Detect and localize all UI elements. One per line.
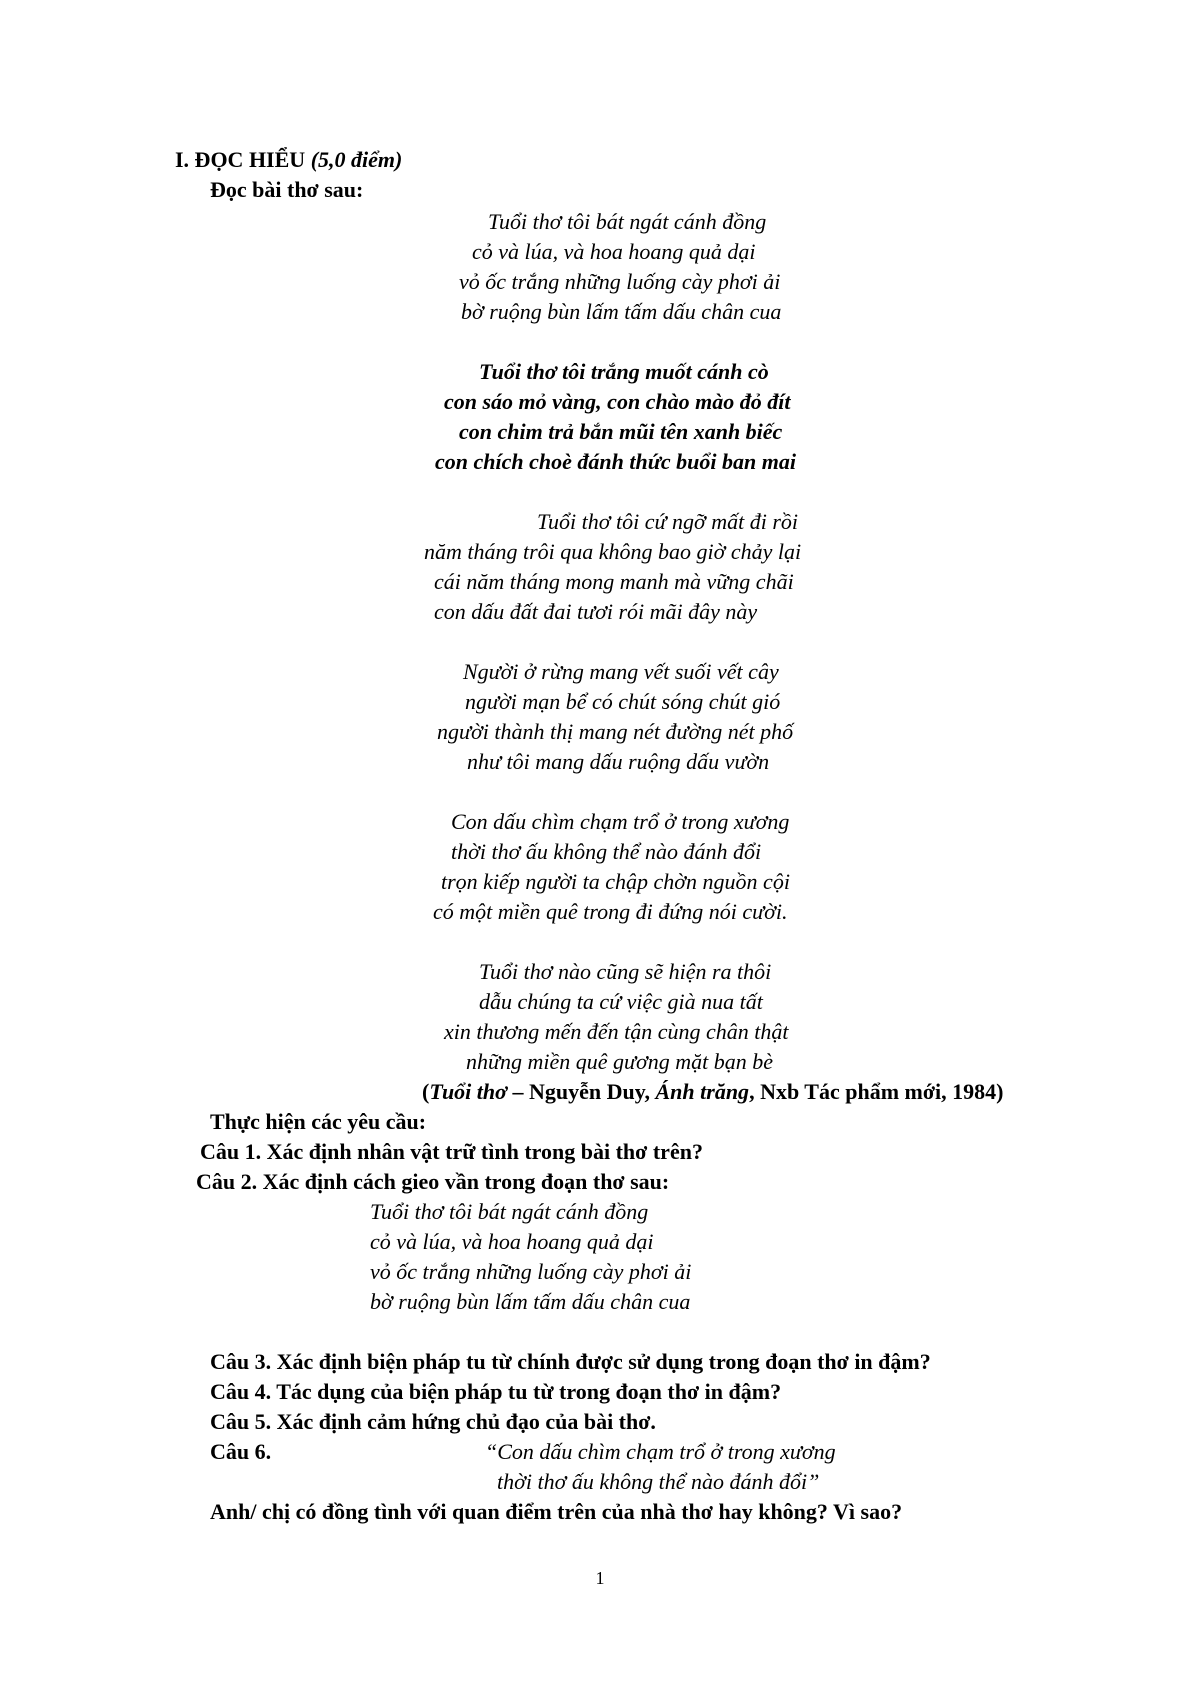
poem-line: Tuổi thơ tôi cứ ngỡ mất đi rồi xyxy=(537,509,799,534)
poem-line: người thành thị mang nét đường nét phố xyxy=(437,719,794,744)
poem-line: người mạn bể có chút sóng chút gió xyxy=(465,689,781,714)
citation-book: Ánh trăng xyxy=(655,1079,750,1104)
question-label: Câu 1. xyxy=(200,1139,262,1164)
poem-line: dẫu chúng ta cứ việc già nua tất xyxy=(479,989,763,1014)
question-6-quote: “Con dấu chìm chạm trổ ở trong xương xyxy=(485,1439,836,1464)
quote-line: cỏ và lúa, và hoa hoang quả dại xyxy=(370,1229,654,1254)
question-5: Câu 5. Xác định cảm hứng chủ đạo của bài thơ. xyxy=(210,1409,656,1434)
section-title: I. ĐỌC HIỂU xyxy=(175,147,306,172)
poem-line: Con dấu chìm chạm trổ ở trong xương xyxy=(451,809,790,834)
poem-line: trọn kiếp người ta chập chờn nguồn cội xyxy=(441,869,790,894)
poem-line: năm tháng trôi qua không bao giờ chảy lại xyxy=(424,539,802,564)
poem-line-bold: Tuổi thơ tôi trắng muốt cánh cò xyxy=(479,359,769,384)
question-label: Câu 3. xyxy=(210,1349,272,1374)
poem-line: thời thơ ấu không thể nào đánh đổi xyxy=(451,839,762,864)
poem-line: xin thương mến đến tận cùng chân thật xyxy=(444,1019,789,1044)
question-3: Câu 3. Xác định biện pháp tu từ chính được sử dụng trong đoạn thơ in đậm? xyxy=(210,1349,931,1374)
poem-line: con dấu đất đai tươi rói mãi đây này xyxy=(434,599,758,624)
poem-line-bold: con sáo mỏ vàng, con chào mào đỏ đít xyxy=(444,389,791,414)
poem-citation: (Tuổi thơ – Nguyễn Duy, Ánh trăng, Nxb Tác phẩm mới, 1984) xyxy=(422,1079,1004,1104)
poem-line: cỏ và lúa, và hoa hoang quả dại xyxy=(472,239,756,264)
poem-line: Tuổi thơ nào cũng sẽ hiện ra thôi xyxy=(479,959,772,984)
section-points: (5,0 điểm) xyxy=(310,147,403,172)
question-6-text: Anh/ chị có đồng tình với quan điểm trên của nhà thơ hay không? Vì sao? xyxy=(210,1499,903,1524)
quote-line: bờ ruộng bùn lấm tấm dấu chân cua xyxy=(370,1289,691,1314)
quote-line: vỏ ốc trắng những luống cày phơi ải xyxy=(370,1259,692,1284)
poem-line: như tôi mang dấu ruộng dấu vườn xyxy=(467,749,770,774)
tasks-header: Thực hiện các yêu cầu: xyxy=(210,1109,427,1134)
page-number: 1 xyxy=(595,1568,605,1588)
question-1: Câu 1. Xác định nhân vật trữ tình trong bài thơ trên? xyxy=(200,1139,703,1164)
section-heading xyxy=(175,146,402,174)
poem-line: Tuổi thơ tôi bát ngát cánh đồng xyxy=(488,209,767,234)
question-label: Câu 5. xyxy=(210,1409,272,1434)
question-6-label: Câu 6. xyxy=(210,1439,272,1464)
quote-line: Tuổi thơ tôi bát ngát cánh đồng xyxy=(370,1199,649,1224)
poem-line-bold: con chích choè đánh thức buổi ban mai xyxy=(435,449,796,474)
question-2: Câu 2. Xác định cách gieo vần trong đoạn thơ sau: xyxy=(196,1169,670,1194)
poem-line: những miền quê gương mặt bạn bè xyxy=(466,1049,774,1074)
question-label: Câu 4 xyxy=(210,1379,266,1404)
citation-title: Tuổi thơ xyxy=(429,1079,507,1104)
poem-line: vỏ ốc trắng những luống cày phơi ải xyxy=(459,269,781,294)
poem-line: cái năm tháng mong manh mà vững chãi xyxy=(434,569,794,594)
question-label: Câu 2. xyxy=(196,1169,258,1194)
poem-line: Người ở rừng mang vết suối vết cây xyxy=(463,659,779,684)
question-4: Câu 4. Tác dụng của biện pháp tu từ trong đoạn thơ in đậm? xyxy=(210,1379,782,1404)
question-6-quote: thời thơ ấu không thể nào đánh đổi” xyxy=(497,1469,820,1494)
poem-line-bold: con chim trả bắn mũi tên xanh biếc xyxy=(459,419,783,444)
poem-line: bờ ruộng bùn lấm tấm dấu chân cua xyxy=(461,299,782,324)
poem-line: có một miền quê trong đi đứng nói cười. xyxy=(433,899,788,924)
read-instruction: Đọc bài thơ sau: xyxy=(210,177,364,202)
